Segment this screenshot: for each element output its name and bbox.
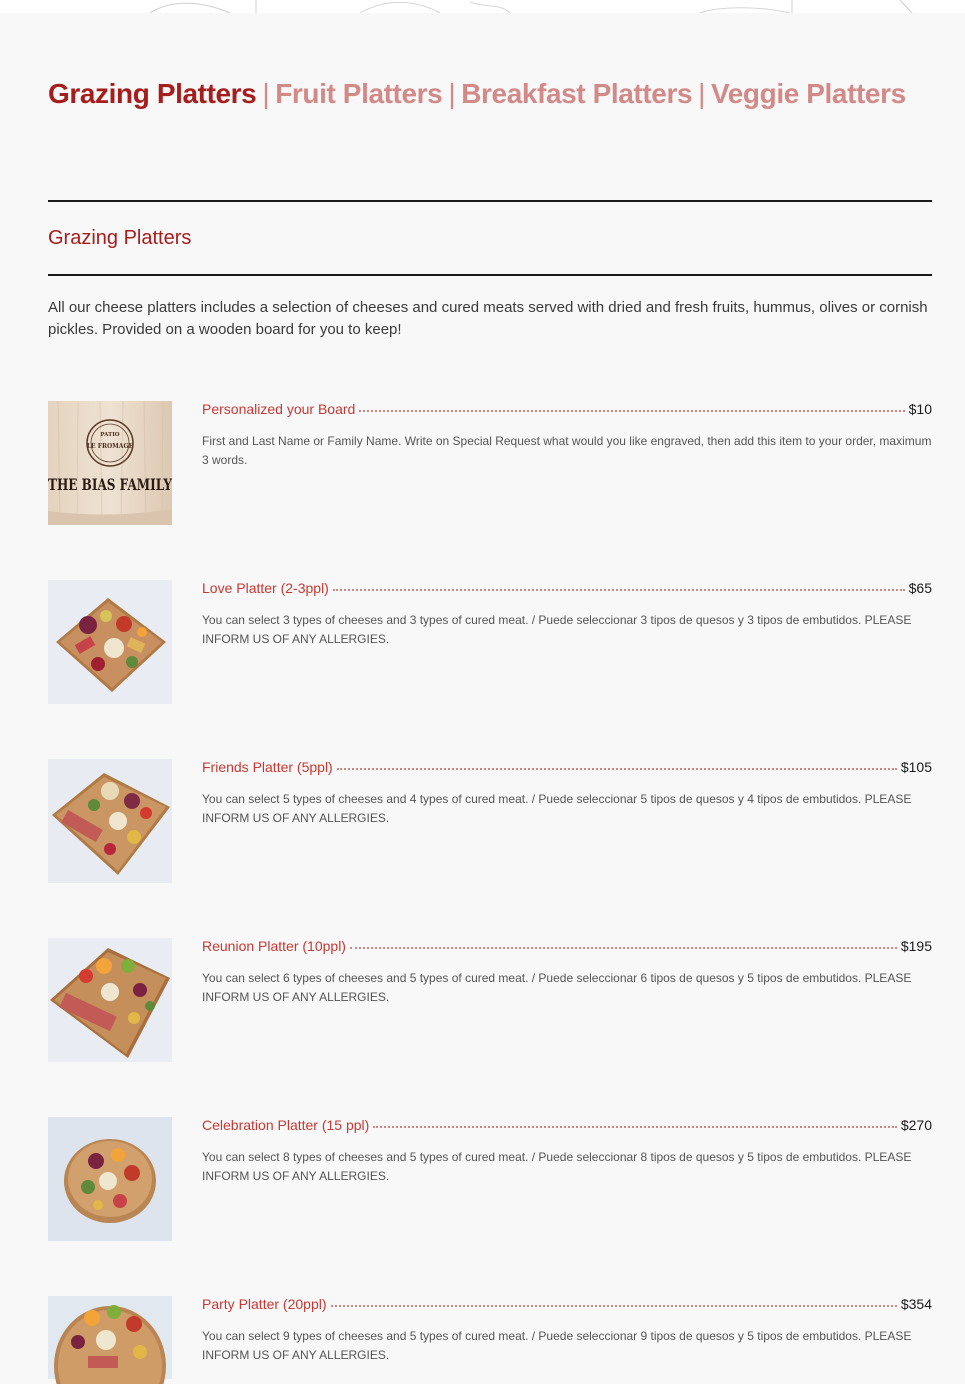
item-description: You can select 3 types of cheeses and 3 types of cured meat. / Puede seleccionar 3 tipos de quesos y 3 tipos de embutidos. PLEASE INFORM US OF ANY ALLERGIES. — [202, 613, 912, 646]
header-banner-image — [0, 0, 965, 13]
price-leader — [333, 579, 905, 591]
item-image-platter[interactable] — [48, 1296, 172, 1379]
price-leader — [359, 400, 904, 412]
item-price: $65 — [908, 580, 932, 596]
engraving-text: THE BIAS FAMILY — [48, 475, 173, 494]
item-price: $195 — [900, 938, 932, 954]
section-intro: All our cheese platters includes a selection of cheeses and cured meats served with dried and fresh fruits, hummus, olives or cornish pickles. Provided on a wooden board for you to keep! — [48, 299, 928, 338]
item-image-platter[interactable] — [48, 938, 172, 1062]
item-price: $270 — [900, 1117, 932, 1133]
tab-fruit-platters[interactable]: Fruit Platters — [275, 78, 443, 109]
item-image-engraved-board[interactable] — [48, 401, 172, 525]
price-leader — [373, 1116, 897, 1128]
stamp-top-text: PATIO — [100, 432, 120, 438]
item-image-platter[interactable] — [48, 580, 172, 704]
item-price: $105 — [900, 759, 932, 775]
item-description: You can select 5 types of cheeses and 4 types of cured meat. / Puede seleccionar 5 tipos de quesos y 4 tipos de embutidos. PLEASE INFORM US OF ANY ALLERGIES. — [202, 792, 912, 825]
price-leader — [350, 937, 897, 949]
tab-breakfast-platters[interactable]: Breakfast Platters — [461, 78, 693, 109]
item-price: $10 — [908, 401, 932, 417]
price-leader — [337, 758, 897, 770]
item-description: You can select 6 types of cheeses and 5 types of cured meat. / Puede seleccionar 6 tipos de quesos y 5 tipos de embutidos. PLEASE INFORM US OF ANY ALLERGIES. — [202, 971, 912, 1004]
menu-item — [48, 401, 932, 525]
item-name[interactable]: Celebration Platter (15 ppl) — [202, 1117, 370, 1133]
category-nav — [48, 78, 906, 118]
item-name[interactable]: Love Platter (2-3ppl) — [202, 580, 329, 596]
tab-grazing-platters[interactable]: Grazing Platters — [48, 78, 257, 109]
item-name[interactable]: Friends Platter (5ppl) — [202, 759, 333, 775]
menu-item — [48, 580, 932, 704]
tab-veggie-platters[interactable]: Veggie Platters — [711, 78, 906, 109]
nav-separator: | — [698, 78, 706, 109]
menu-item — [48, 938, 932, 1062]
nav-separator: | — [448, 78, 456, 109]
item-name[interactable]: Reunion Platter (10ppl) — [202, 938, 346, 954]
menu-item — [48, 759, 932, 883]
menu-item — [48, 1117, 932, 1241]
section-divider-top — [48, 200, 932, 202]
menu-item — [48, 1296, 932, 1379]
item-image-platter[interactable] — [48, 759, 172, 883]
item-description: You can select 8 types of cheeses and 5 types of cured meat. / Puede seleccionar 8 tipos de quesos y 5 tipos de embutidos. PLEASE INFORM US OF ANY ALLERGIES. — [202, 1150, 912, 1183]
item-price: $354 — [900, 1296, 932, 1312]
item-name[interactable]: Party Platter (20ppl) — [202, 1296, 327, 1312]
stamp-main-text: LE FROMAGE — [86, 443, 134, 450]
section-divider-bottom — [48, 274, 932, 276]
nav-separator: | — [262, 78, 270, 109]
item-image-platter[interactable] — [48, 1117, 172, 1241]
price-leader — [331, 1295, 897, 1307]
section-title: Grazing Platters — [48, 227, 192, 249]
item-description: You can select 9 types of cheeses and 5 types of cured meat. / Puede seleccionar 9 tipos de quesos y 5 tipos de embutidos. PLEASE INFORM US OF ANY ALLERGIES. — [202, 1329, 912, 1362]
item-description: First and Last Name or Family Name. Write on Special Request what would you like engraved, then add this item to your order, maximum 3 words. — [202, 434, 932, 467]
item-name[interactable]: Personalized your Board — [202, 401, 356, 417]
